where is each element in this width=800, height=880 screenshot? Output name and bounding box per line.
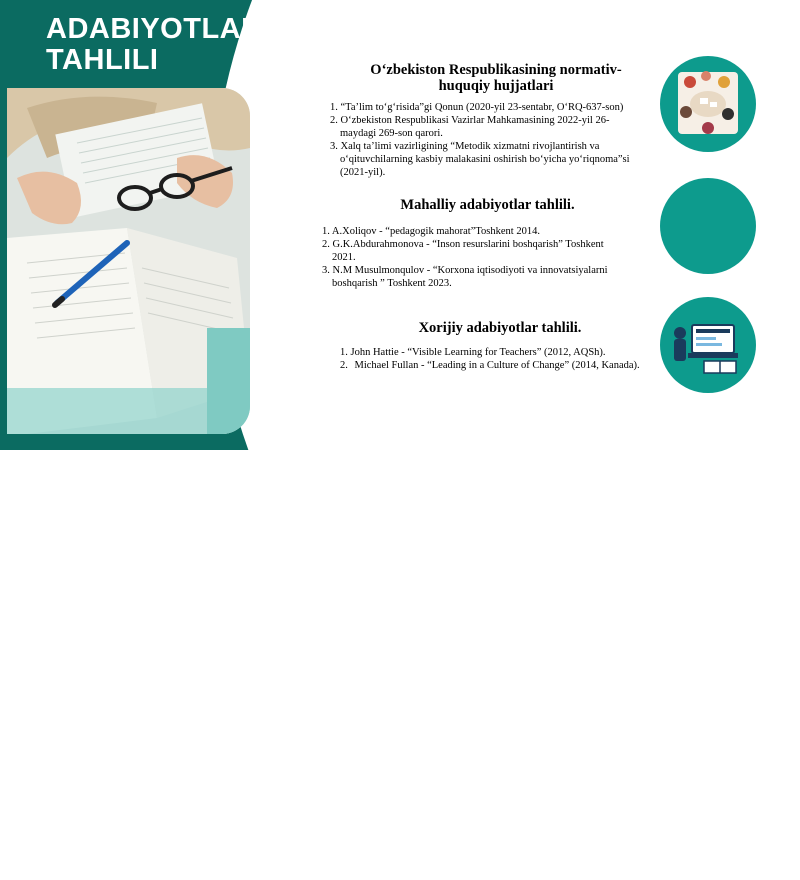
list-text: N.M Musulmonqulov - “Korxona iqtisodiyoti va innovatsiyalarni bbox=[332, 265, 608, 276]
team-meeting-illustration bbox=[660, 56, 756, 152]
list-number: 3. bbox=[330, 141, 338, 152]
list-item bbox=[330, 140, 660, 179]
list-number: 1. bbox=[340, 347, 348, 358]
list-number: 2. bbox=[322, 239, 330, 250]
list-item bbox=[322, 238, 652, 264]
section-1-heading-line-1: O‘zbekiston Respublikasining normativ- bbox=[370, 62, 622, 78]
section-1-list bbox=[330, 101, 660, 179]
section-1-heading bbox=[360, 62, 632, 94]
list-text: G.K.Abdurahmonova - “Inson resurslarini boshqarish” Toshkent bbox=[332, 239, 604, 250]
title-line-1: ADABIYOTLAR bbox=[46, 13, 263, 45]
list-text-cont: boshqarish ” Toshkent 2023. bbox=[332, 278, 452, 289]
list-text: A.Xoliqov - “pedagogik mahorat”Toshkent 2014. bbox=[331, 226, 540, 237]
study-photo-illustration bbox=[7, 88, 250, 434]
section-3-list bbox=[340, 346, 662, 372]
section-3-heading-line-1: Xorijiy adabiyotlar tahlili. bbox=[418, 320, 582, 336]
list-text: Michael Fullan - “Leading in a Culture of Change” (2014, Kanada). bbox=[354, 360, 640, 371]
list-item bbox=[340, 359, 662, 372]
computer-study-icon bbox=[660, 297, 756, 393]
section-2-heading bbox=[380, 197, 595, 213]
computer-study-illustration bbox=[660, 297, 756, 393]
list-text-cont: (2021-yil). bbox=[340, 167, 386, 178]
list-item bbox=[340, 346, 662, 359]
list-text: Xalq ta’limi vazirligining “Metodik xizmatni rivojlantirish va bbox=[340, 141, 600, 152]
list-item bbox=[330, 114, 660, 140]
list-item bbox=[330, 101, 660, 114]
list-number: 1. bbox=[330, 102, 338, 113]
list-number: 2. bbox=[340, 360, 348, 371]
list-text-cont: 2021. bbox=[332, 252, 356, 263]
list-number: 1. bbox=[322, 226, 330, 237]
list-text: O‘zbekiston Respublikasi Vazirlar Mahkamasining 2022-yil 26- bbox=[340, 115, 610, 126]
title-line-2: TAHLILI bbox=[46, 44, 159, 76]
teal-circle bbox=[660, 178, 756, 274]
section-1-heading-line-2: huquqiy hujjatlari bbox=[438, 78, 554, 94]
team-meeting-icon bbox=[660, 56, 756, 152]
study-photo bbox=[7, 88, 250, 434]
list-text-cont: o‘qituvchilarning kasbiy malakasini oshirish bo‘yicha yo‘riqnoma”si bbox=[340, 154, 630, 165]
section-2-list bbox=[322, 225, 652, 290]
list-item bbox=[322, 225, 652, 238]
list-item bbox=[322, 264, 652, 290]
list-number: 2. bbox=[330, 115, 338, 126]
slide-title bbox=[46, 14, 263, 76]
list-text: “Ta’lim to‘g‘risida”gi Qonun (2020-yil 23-sentabr, O‘RQ-637-son) bbox=[340, 102, 624, 113]
list-number: 3. bbox=[322, 265, 330, 276]
list-text: John Hattie - “Visible Learning for Teachers” (2012, AQSh). bbox=[350, 347, 606, 358]
section-2-heading-line-1: Mahalliy adabiyotlar tahlili. bbox=[400, 197, 575, 213]
list-text-cont: maydagi 269-son qarori. bbox=[340, 128, 443, 139]
section-3-heading bbox=[400, 320, 600, 336]
